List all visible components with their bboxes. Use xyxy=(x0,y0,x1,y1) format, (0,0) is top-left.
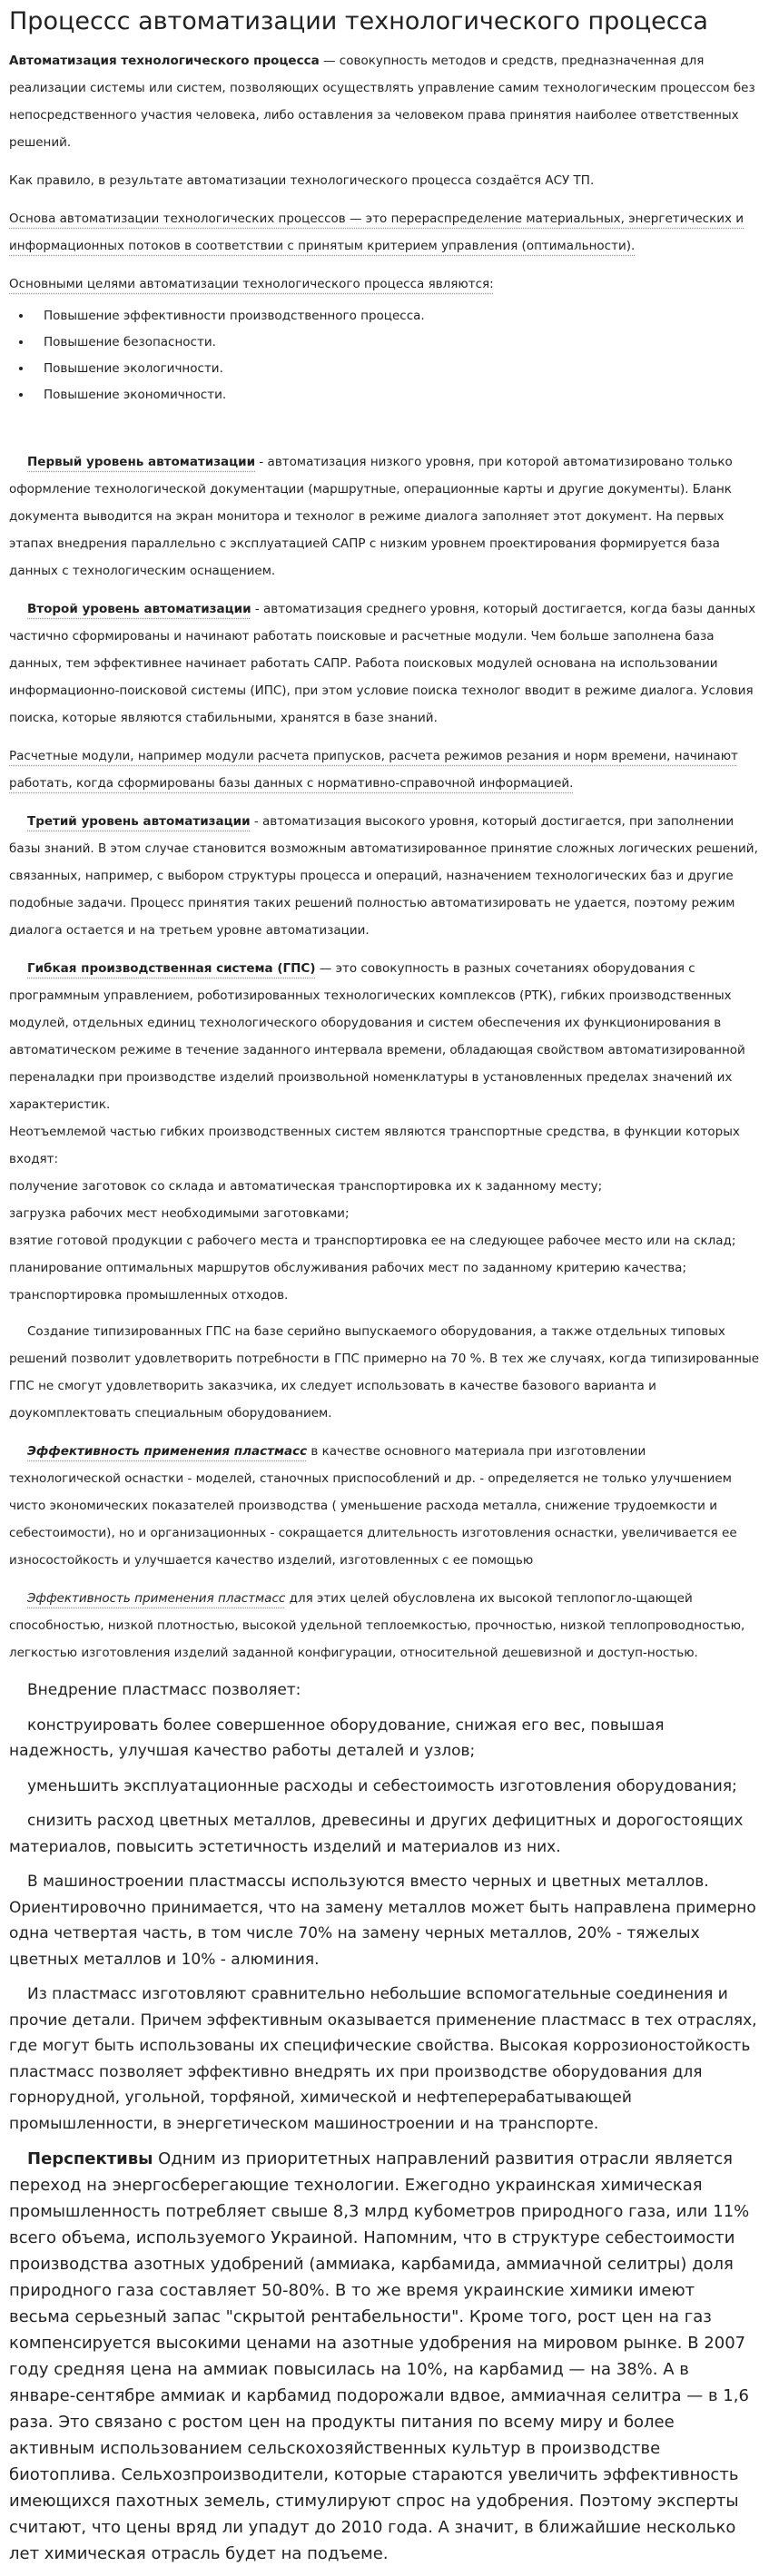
asu-note: Как правило, в результате автоматизации технологического процесса создаётся АСУ ТП. xyxy=(9,173,595,188)
list-item: планирование оптимальных маршрутов обслуживания рабочих мест по заданному критерию качества; xyxy=(9,1261,687,1275)
list-item: • Повышение экологичности. xyxy=(33,356,760,382)
level1-term: Первый уровень автоматизации xyxy=(27,455,256,469)
list-item: получение заготовок со склада и автоматическая транспортировка их к заданному месту; xyxy=(9,1179,603,1194)
goals-intro-text: Основными целями автоматизации технологического процесса являются: xyxy=(9,277,494,291)
level3-text: - автоматизация высокого уровня, который достигается, при заполнении базы знаний. В этом случае становится возможным автоматизированное принятие сложных логических решений, связанных, например, с выбором структуры процесса и операций, назначением технологических баз и другие подобные задачи. Процесс принятия таких решений полностью автоматизировать не удается, поэтому режим диалога остается и на третьем уровне автоматизации. xyxy=(9,814,758,938)
plastics-properties-paragraph xyxy=(9,1585,760,1667)
level2-term: Второй уровень автоматизации xyxy=(27,602,251,616)
typed-gps-paragraph: Создание типизированных ГПС на базе серийно выпускаемого оборудования, а также отдельных типовых решений позволит удовлетворить потребности в ГПС примерно на 70 %. В тех же случаях, когда типизированные ГПС не смогут удовлетворить заказчика, их следует использовать в качестве базового варианта и доукомплектовать специальным оборудованием. xyxy=(9,1324,760,1421)
intro-term: Автоматизация технологического процесса xyxy=(9,54,320,68)
level1-paragraph xyxy=(9,448,760,585)
perspectives-term: Перспективы xyxy=(27,2149,153,2168)
allows-item: уменьшить эксплуатационные расходы и себестоимость изготовления оборудования; xyxy=(27,1776,737,1795)
gps-term: Гибкая производственная система (ГПС) xyxy=(27,961,316,976)
list-item: взятие готовой продукции с рабочего места и транспортировка ее на следующее рабочее место или на склад; xyxy=(9,1234,736,1248)
plastics-efficiency-paragraph xyxy=(9,1438,760,1574)
intro-paragraph xyxy=(9,47,760,156)
allows-item: конструировать более совершенное оборудование, снижая его вес, повышая надежность, улучшая качество работы деталей и узлов; xyxy=(9,1716,665,1760)
gps-paragraph xyxy=(9,955,760,1118)
list-item: транспортировка промышленных отходов. xyxy=(9,1288,289,1303)
allows-intro: Внедрение пластмасс позволяет: xyxy=(27,1681,301,1699)
level3-term: Третий уровень автоматизации xyxy=(27,814,251,829)
intro-text: — совокупность методов и средств, предназначенная для реализации системы или систем, позволяющих осуществлять управление самим технологическим процессом без непосредственного участия человека, либо оставления за человеком права принятия наиболее ответственных решений. xyxy=(9,54,755,150)
calc-modules-paragraph xyxy=(9,742,760,797)
plastics-properties-text: для этих целей обусловлена их высокой теплопогло-щающей способностью, низкой плотностью, высокой удельной теплоемкостью, прочностью, низкой теплопроводностью, легкостью изготовления изделий заданной конфигурации, относительной дешевизной и доступ-ностью. xyxy=(9,1591,745,1660)
list-item: • Повышение безопасности. xyxy=(33,329,760,356)
goals-intro xyxy=(9,270,760,298)
plastics-efficiency-text: в качестве основного материала при изготовлении технологической оснастки - моделей, станочных приспособлений и др. - определяется не только улучшением чисто экономических показателей производства ( уменьшение расхода металла, снижение трудоемкости и себестоимости), но и организационных - сокращается длительность изготовления оснастки, увеличивается ее износостойкость и улучшается качество изделий, изготовленных с ее помощью xyxy=(9,1444,737,1568)
calc-modules-text: Расчетные модули, например модули расчета припусков, расчета режимов резания и норм времени, начинают работать, когда сформированы базы данных с нормативно-справочной информацией. xyxy=(9,749,738,791)
basis-text: Основа автоматизации технологических процессов — это перераспределение материальных, энергетических и информационных потоков в соответствии с принятым критерием управления (оптимальности). xyxy=(9,211,744,253)
plastics-properties-term: Эффективность применения пластмасс xyxy=(27,1591,286,1606)
perspectives-text: Одним из приоритетных направлений развития отрасли является переход на энергосберегающие технологии. Ежегодно украинская химическая промышленность потребляет свыше 8,3 млрд кубометров природного газа, или 11% всего объема, используемого Украиной. Напомним, что в структуре себестоимости производства азотных удобрений (аммиака, карбамида, аммиачной селитры) доля природного газа составляет 50-80%. В то же время украинские химики имеют весьма серьезный запас "скрытой рентабельности". Кроме того, рост цен на газ компенсируется высокими ценами на азотные удобрения на мировом рынке. В 2007 году средняя цена на аммиак повысилась на 10%, на карбамид — на 38%. А в январе-сентябре аммиак и карбамид подорожали вдвое, аммиачная селитра — в 1,6 раза. Это связано с ростом цен на продукты питания по всему миру и более активным использованием сельскохозяйственных культур в производстве биотоплива. Сельхозпроизводители, которые стараются увеличить эффективность имеющихся пахотных земель, стимулируют спрос на удобрения. Поэтому эксперты считают, что цены вряд ли упадут до 2010 года. А значит, в ближайшие несколько лет химическая отрасль будет на подъеме. xyxy=(9,2149,750,2563)
machinery-paragraph: В машиностроении пластмассы используются вместо черных и цветных металлов. Ориентировочно принимается, что на замену металлов может быть направлена примерно одна четвертая часть, в том числе 70% на замену черных металлов, 20% - тяжелых цветных металлов и 10% - алюминия. xyxy=(9,1873,756,1969)
gps-functions xyxy=(9,1118,760,1309)
level2-text: - автоматизация среднего уровня, который достигается, когда базы данных частично сформированы и начинают работать поисковые и расчетные модули. Чем больше заполнена база данных, тем эффективнее начинает работать САПР. Работа поисковых модулей основана на использовании информационно-поисковой системы (ИПС), при этом условие поиска технолог вводит в режиме диалога. Условия поиска, которые являются стабильными, хранятся в базе знаний. xyxy=(9,602,756,725)
level2-paragraph xyxy=(9,595,760,732)
level1-text: - автоматизация низкого уровня, при которой автоматизировано только оформление технологической документации (маршрутные, операционные карты и другие документы). Бланк документа выводится на экран монитора и технолог в режиме диалога заполняет этот документ. На первых этапах внедрения параллельно с эксплуатацией САПР с низким уровнем проектирования формируется база данных с технологическим оснащением. xyxy=(9,455,733,578)
gps-functions-intro: Неотъемлемой частью гибких производственных систем являются транспортные средства, в функции которых входят: xyxy=(9,1125,740,1166)
plastics-efficiency-term: Эффективность применения пластмасс xyxy=(27,1444,308,1459)
list-item: • Повышение эффективности производственного процесса. xyxy=(33,303,760,329)
level3-paragraph xyxy=(9,808,760,944)
goals-list xyxy=(9,303,760,408)
small-parts-paragraph: Из пластмасс изготовляют сравнительно небольшие вспомогательные соединения и прочие детали. Причем эффективным оказывается применение пластмасс в тех отраслях, где могут быть использованы их специфические свойства. Высокая коррозионостойкость пластмасс позволяет эффективно внедрять их при производстве оборудования для горнорудной, угольной, торфяной, химической и нефтеперерабатывающей промышленности, в энергетическом машиностроении и на транспорте. xyxy=(9,1985,757,2133)
gps-text: — это совокупность в разных сочетаниях оборудования с программным управлением, роботизированных технологических комплексов (РТК), гибких производственных модулей, отдельных единиц технологического оборудования и систем обеспечения их функционирования в автоматическом режиме в течение заданного интервала времени, обладающая свойством автоматизированной переналадки при производстве изделий произвольной номенклатуры в установленных пределах значений их характеристик. xyxy=(9,961,745,1112)
list-item: загрузка рабочих мест необходимыми заготовками; xyxy=(9,1206,350,1221)
page-title: Процессс автоматизации технологического процесса xyxy=(9,7,708,35)
perspectives-paragraph xyxy=(9,2146,760,2567)
spacer xyxy=(9,421,760,448)
list-item: • Повышение экономичности. xyxy=(33,382,760,408)
basis-paragraph xyxy=(9,205,760,260)
allows-item: снизить расход цветных металлов, древесины и других дефицитных и дорогостоящих материалов, повысить эстетичность изделий и материалов из них. xyxy=(9,1812,744,1856)
